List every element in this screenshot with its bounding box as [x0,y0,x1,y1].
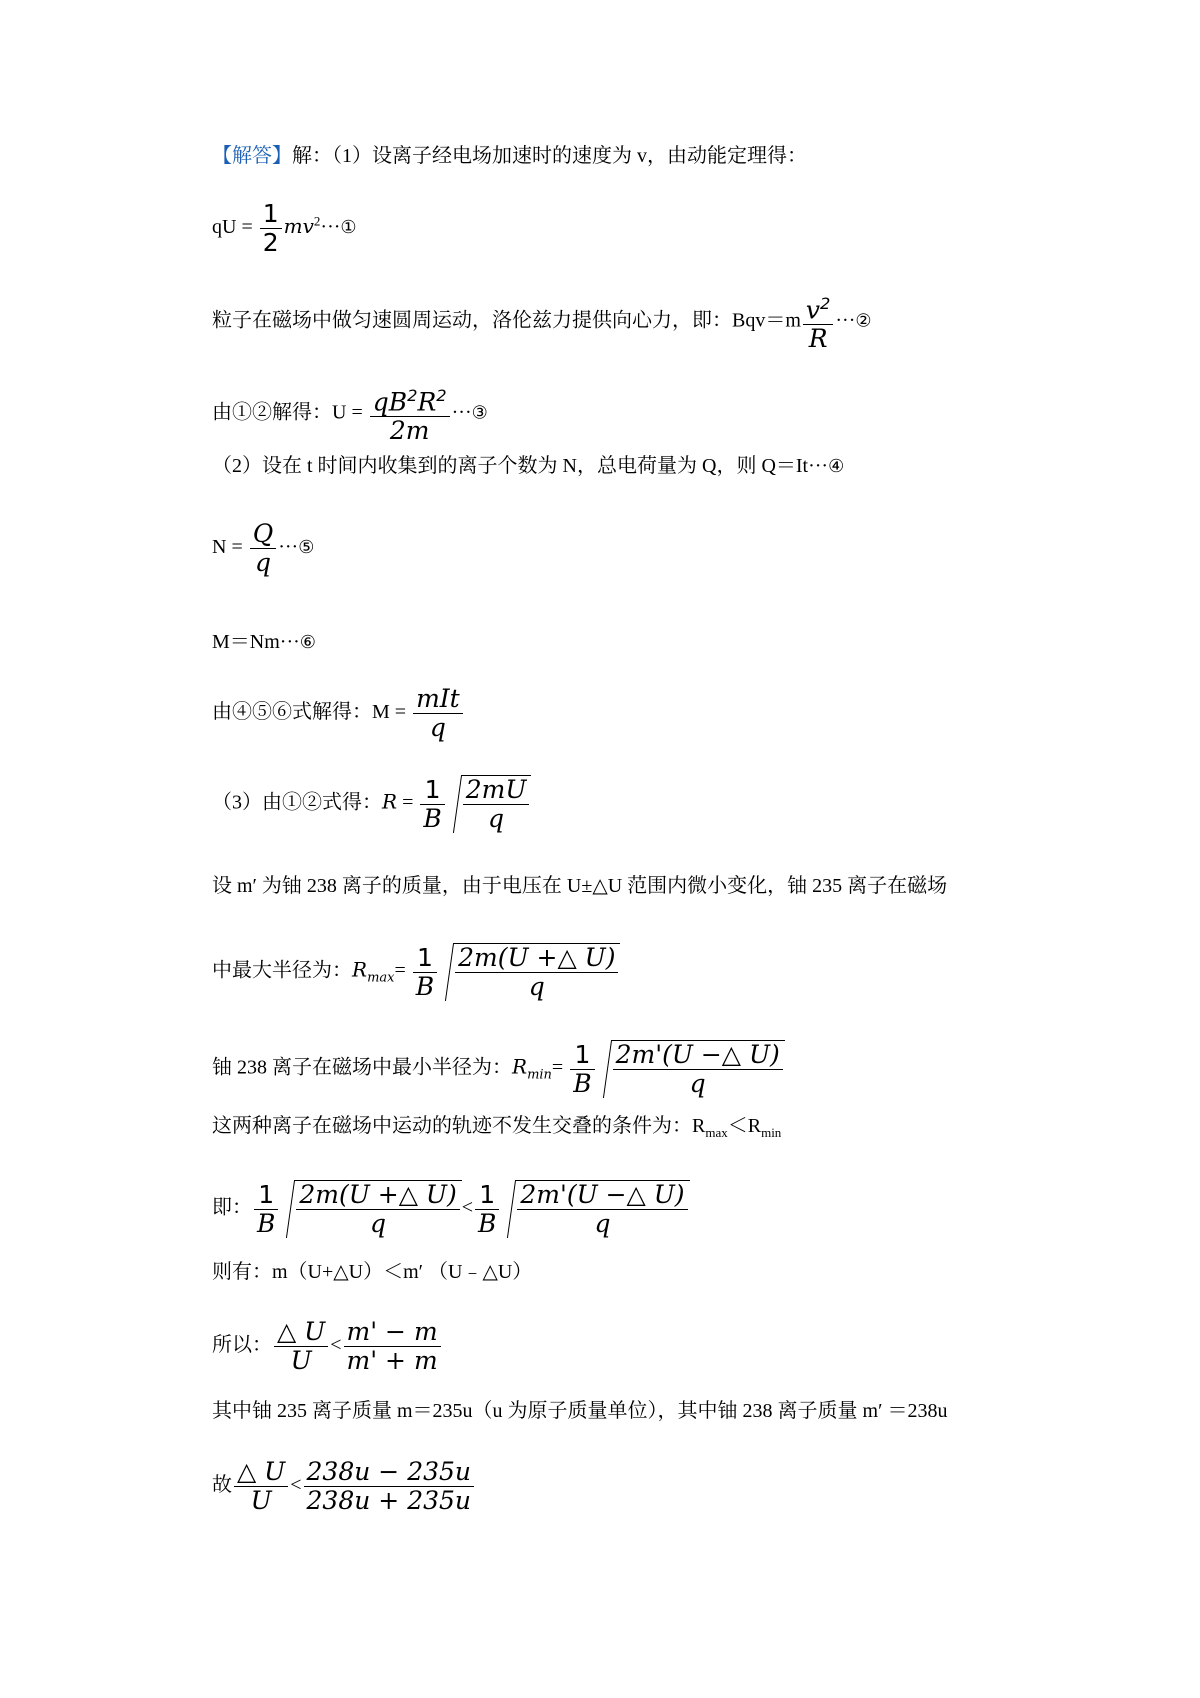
eq13-num1: △ U [234,1458,288,1487]
eq1-den: 2 [262,228,279,257]
eq12-fraction2 [344,1318,441,1375]
eq4-text: （2）设在 t 时间内收集到的离子个数为 N，总电荷量为 Q，则 Q＝It··· [212,455,829,477]
eq10-fraction [570,1041,594,1098]
eq9-sub: max [367,970,395,986]
eq11-root-fraction1 [296,1181,459,1238]
eq2-num-v: v [805,295,821,325]
answer-line-1 [212,142,807,170]
line-17 [212,1397,948,1425]
eq11-root-num2: 2m'(U −△ U) [517,1181,687,1210]
eq2-exp: 2 [820,294,831,313]
eq12-text: 所以： [212,1334,272,1357]
eq9-text: 中最大半径为： [212,959,352,982]
eq3-fraction [370,382,450,445]
answer-tag: 【解答】 [212,145,292,167]
eq11-root-den1: q [370,1209,387,1238]
eq8-num: 1 [420,776,444,805]
eq2-mark: ② [855,310,872,332]
equation-2 [212,290,872,353]
eq1-dots: ··· [320,216,341,239]
eq10-sqrt [597,1040,785,1098]
eq5-den: q [254,548,271,577]
line-15 [212,1258,532,1286]
eq8-equals: = [402,791,414,814]
eq6-mark: ⑥ [299,632,316,653]
equation-8 [212,775,531,833]
eq2-dots: ··· [835,309,856,332]
line15-text: 则有：m（U+△U）＜m′ （U﹣△U） [212,1261,533,1283]
eq10-equals: = [551,1056,564,1079]
line-13 [212,1112,781,1147]
eq8-sqrt [447,775,532,833]
eq1-mark: ① [340,217,357,239]
eq5-num: Q [250,520,277,549]
eq8-root-num: 2mU [463,776,530,805]
eq10-root-num: 2m'(U −△ U) [613,1041,783,1070]
line10-text: 设 m′ 为铀 238 离子的质量，由于电压在 U±△U 范围内微小变化，铀 235 离子在磁场 [212,875,948,897]
eq7-num: mIt [413,685,463,714]
eq9-equals: = [394,959,406,982]
eq13-den1: U [250,1486,272,1515]
eq1-equals: = [241,216,253,239]
eq3-num [370,382,450,417]
eq10-root-fraction [613,1041,783,1098]
equation-10 [212,1040,785,1098]
eq12-num1: △ U [274,1318,328,1347]
eq10-den: B [573,1068,592,1098]
eq11-den1: B [257,1208,276,1238]
equation-5 [212,520,314,577]
eq13-text: 故 [212,1474,232,1497]
eq9-fraction [413,944,437,1001]
equation-6 [212,628,316,657]
eq11-sqrt2 [501,1180,689,1238]
eq3-mark: ③ [471,402,488,424]
eq8-root-den: q [488,804,505,833]
eq9-num: 1 [413,944,437,973]
eq4-mark: ④ [828,456,845,477]
eq11-num1: 1 [254,1181,278,1210]
eq12-den1: U [290,1346,312,1375]
line13-lt: ＜R [727,1115,762,1137]
eq3-num-r: R [417,387,437,417]
equation-1 [212,200,357,257]
equation-11 [212,1180,690,1238]
eq9-lhs: R [352,957,368,982]
eq11-fraction1 [254,1181,278,1238]
eq7-fraction [413,685,463,742]
eq10-sub: min [527,1067,552,1083]
eq10-text: 铀 238 离子在磁场中最小半径为： [212,1056,512,1079]
eq6-text: M＝Nm··· [212,631,300,653]
equation-13 [212,1458,476,1515]
eq10-lhs: R [512,1054,528,1079]
line13-text: 这两种离子在磁场中运动的轨迹不发生交叠的条件为：R [212,1115,706,1137]
eq3-dots: ··· [451,401,472,424]
equation-4 [212,452,844,481]
eq12-den2: m' + m [346,1346,438,1375]
eq9-root-num: 2m(U +△ U) [455,944,618,973]
eq11-root-num1: 2m(U +△ U) [296,1181,459,1210]
eq11-sqrt1 [280,1180,461,1238]
eq1-exp: 2 [313,213,321,229]
eq8-lhs: R [382,789,398,814]
eq12-num2: m' − m [344,1318,441,1347]
eq12-lt: < [330,1334,342,1357]
eq2-num [803,290,833,325]
eq3-exp2: 2 [436,386,447,405]
equation-9 [212,943,620,1001]
line13-sub2: min [761,1125,782,1140]
eq13-fraction1 [234,1458,288,1515]
eq5-mark: ⑤ [298,537,315,559]
eq5-equals: = [231,536,243,559]
equation-7 [212,685,465,742]
eq11-den2: B [477,1208,497,1238]
eq9-den: B [415,971,435,1001]
eq10-root-den: q [689,1069,706,1098]
eq8-den: B [423,803,442,833]
eq5-lhs: N [212,536,232,559]
eq11-text: 即： [212,1196,252,1219]
eq1-num: 1 [260,200,282,229]
line13-sub1: max [705,1125,728,1140]
equation-3 [212,382,488,445]
eq7-text: 由④⑤⑥式解得：M [212,701,395,724]
eq3-num-qb: qB [372,387,408,417]
eq9-root-fraction [455,944,618,1001]
eq13-lt: < [290,1474,302,1497]
eq1-lhs: qU [212,216,242,239]
eq11-root-fraction2 [517,1181,687,1238]
eq9-sqrt [439,943,620,1001]
eq13-fraction2 [304,1458,474,1515]
eq9-root-den: q [528,972,545,1001]
eq3-text: 由①②解得：U [212,401,352,424]
eq1-fraction [260,200,282,257]
eq1-mv: mv [283,214,314,239]
line-10 [212,872,947,900]
eq13-num2: 238u − 235u [304,1458,474,1487]
eq11-fraction2 [475,1181,499,1238]
answer-intro: 解：（1）设离子经电场加速时的速度为 v，由动能定理得： [292,145,807,167]
eq7-den: q [429,713,446,742]
eq2-den: R [808,324,828,354]
eq5-dots: ··· [278,536,299,559]
eq10-num: 1 [570,1041,594,1070]
eq3-equals: = [351,401,363,424]
line17-text: 其中铀 235 离子质量 m＝235u（u 为原子质量单位），其中铀 238 离子质量 m′ ＝238u [212,1400,948,1422]
eq3-den: 2m [389,416,430,446]
eq12-fraction1 [274,1318,328,1375]
eq7-equals: = [394,701,407,724]
eq8-root-fraction [463,776,530,833]
eq8-text: （3）由①②式得： [212,791,382,814]
eq5-fraction [250,520,277,577]
equation-12 [212,1318,443,1375]
eq3-exp1: 2 [407,386,418,405]
eq11-root-den2: q [594,1209,611,1238]
eq13-den2: 238u + 235u [306,1486,472,1515]
eq11-lt: < [461,1196,473,1219]
eq2-text: 粒子在磁场中做匀速圆周运动，洛伦兹力提供向心力，即：Bqv＝m [212,309,801,332]
eq11-num2: 1 [475,1181,499,1210]
eq8-fraction [420,776,444,833]
eq2-fraction [803,290,833,353]
